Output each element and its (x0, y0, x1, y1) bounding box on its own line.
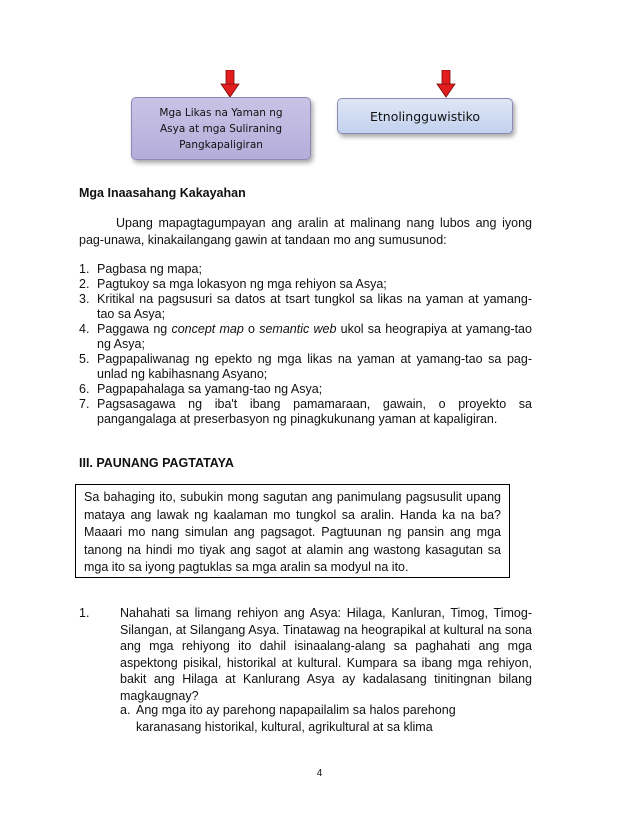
list-number: 3. (79, 292, 90, 306)
instruction-box: Sa bahaging ito, subukin mong sagutan ang panimulang pagsusulit upang mataya ang lawak ng kaalaman mo tungkol sa aralin. Handa ka na ba? Maaari mo nang simulan ang pagsagot. Pagtuunan ng pansin ang mga tanong na hindi mo tiyak ang sagot at alamin ang wastong kasagutan sa mga ito sa iyong pagtuklas sa mga aralin sa modyul na ito. (75, 484, 510, 578)
list-text: Pagsasagawa ng iba't ibang pamamaraan, gawain, o proyekto sa pangangalaga at preserbasyon ng pinagkukunang yaman at kapaligiran. (97, 397, 532, 426)
down-arrow-icon (436, 70, 456, 98)
list-number: 2. (79, 277, 90, 291)
list-item (79, 352, 532, 381)
list-number: 5. (79, 352, 90, 366)
list-number: 4. (79, 322, 90, 336)
list-text: Pagpapaliwanag ng epekto ng mga likas na yaman at yamang-tao sa pag-unlad ng kabihasnang Asyano; (97, 352, 532, 381)
arrow-shaft (442, 70, 450, 85)
down-arrow-icon (220, 70, 240, 98)
topic-box-label: Mga Likas na Yaman ng Asya at mga Suliraning Pangkapaligiran (159, 106, 283, 151)
topic-box-natural-resources (131, 97, 311, 160)
list-number: 7. (79, 397, 90, 411)
question-text: Nahahati sa limang rehiyon ang Asya: Hilaga, Kanluran, Timog, Timog-Silangan, at Silangang Asya. Tinatawag na heograpikal at kultural na sona ang mga rehiyong ito dahil isinaalang-alang sa paghahati ang mga aspektong pisikal, historikal at kultural. Kumpara sa ibang mga rehiyon, bakit ang Hilaga at Kanlurang Asya ay kadalasang tinitingnan bilang magkaugnay? (120, 606, 532, 703)
question-number: 1. (79, 606, 90, 620)
page-number: 4 (316, 768, 323, 779)
list-text-part: o (243, 322, 260, 336)
list-item (79, 322, 532, 351)
list-item (79, 397, 532, 426)
section-heading: Mga Inaasahang Kakayahan (79, 186, 246, 200)
intro-paragraph: Upang mapagtagumpayan ang aralin at malinang nang lubos ang iyong pag-unawa, kinakailangang gawin at tandaan mo ang sumusunod: (79, 216, 532, 247)
emphasis-term: concept map (171, 322, 244, 336)
list-text: Pagbasa ng mapa; (97, 262, 202, 276)
choice-label: a. (120, 703, 131, 717)
list-number: 1. (79, 262, 90, 276)
emphasis-term: semantic web (259, 322, 337, 336)
list-item (79, 277, 532, 292)
list-item (79, 262, 532, 277)
arrow-shaft (226, 70, 234, 85)
list-number: 6. (79, 382, 90, 396)
section-heading: III. PAUNANG PAGTATAYA (79, 456, 234, 470)
choice-text: Ang mga ito ay parehong napapailalim sa halos parehong karanasang historikal, kultural, agrikultural at sa klima (136, 703, 456, 734)
list-item (79, 382, 532, 397)
list-text-part: Paggawa ng (97, 322, 172, 336)
list-item (79, 292, 532, 321)
list-text-part: ukol sa heograpiya at yamang-tao ng Asya; (97, 322, 532, 351)
list-text: Pagpapahalaga sa yamang-tao ng Asya; (97, 382, 323, 396)
topic-box-label: Etnolingguwistiko (369, 108, 481, 124)
arrow-head (437, 84, 455, 97)
list-text (79, 322, 532, 351)
list-text: Kritikal na pagsusuri sa datos at tsart tungkol sa likas na yaman at yamang-tao sa Asya; (97, 292, 532, 321)
list-text: Pagtukoy sa mga lokasyon ng mga rehiyon sa Asya; (97, 277, 387, 291)
arrow-head (221, 84, 239, 97)
topic-box-ethnolinguistic (337, 98, 513, 134)
